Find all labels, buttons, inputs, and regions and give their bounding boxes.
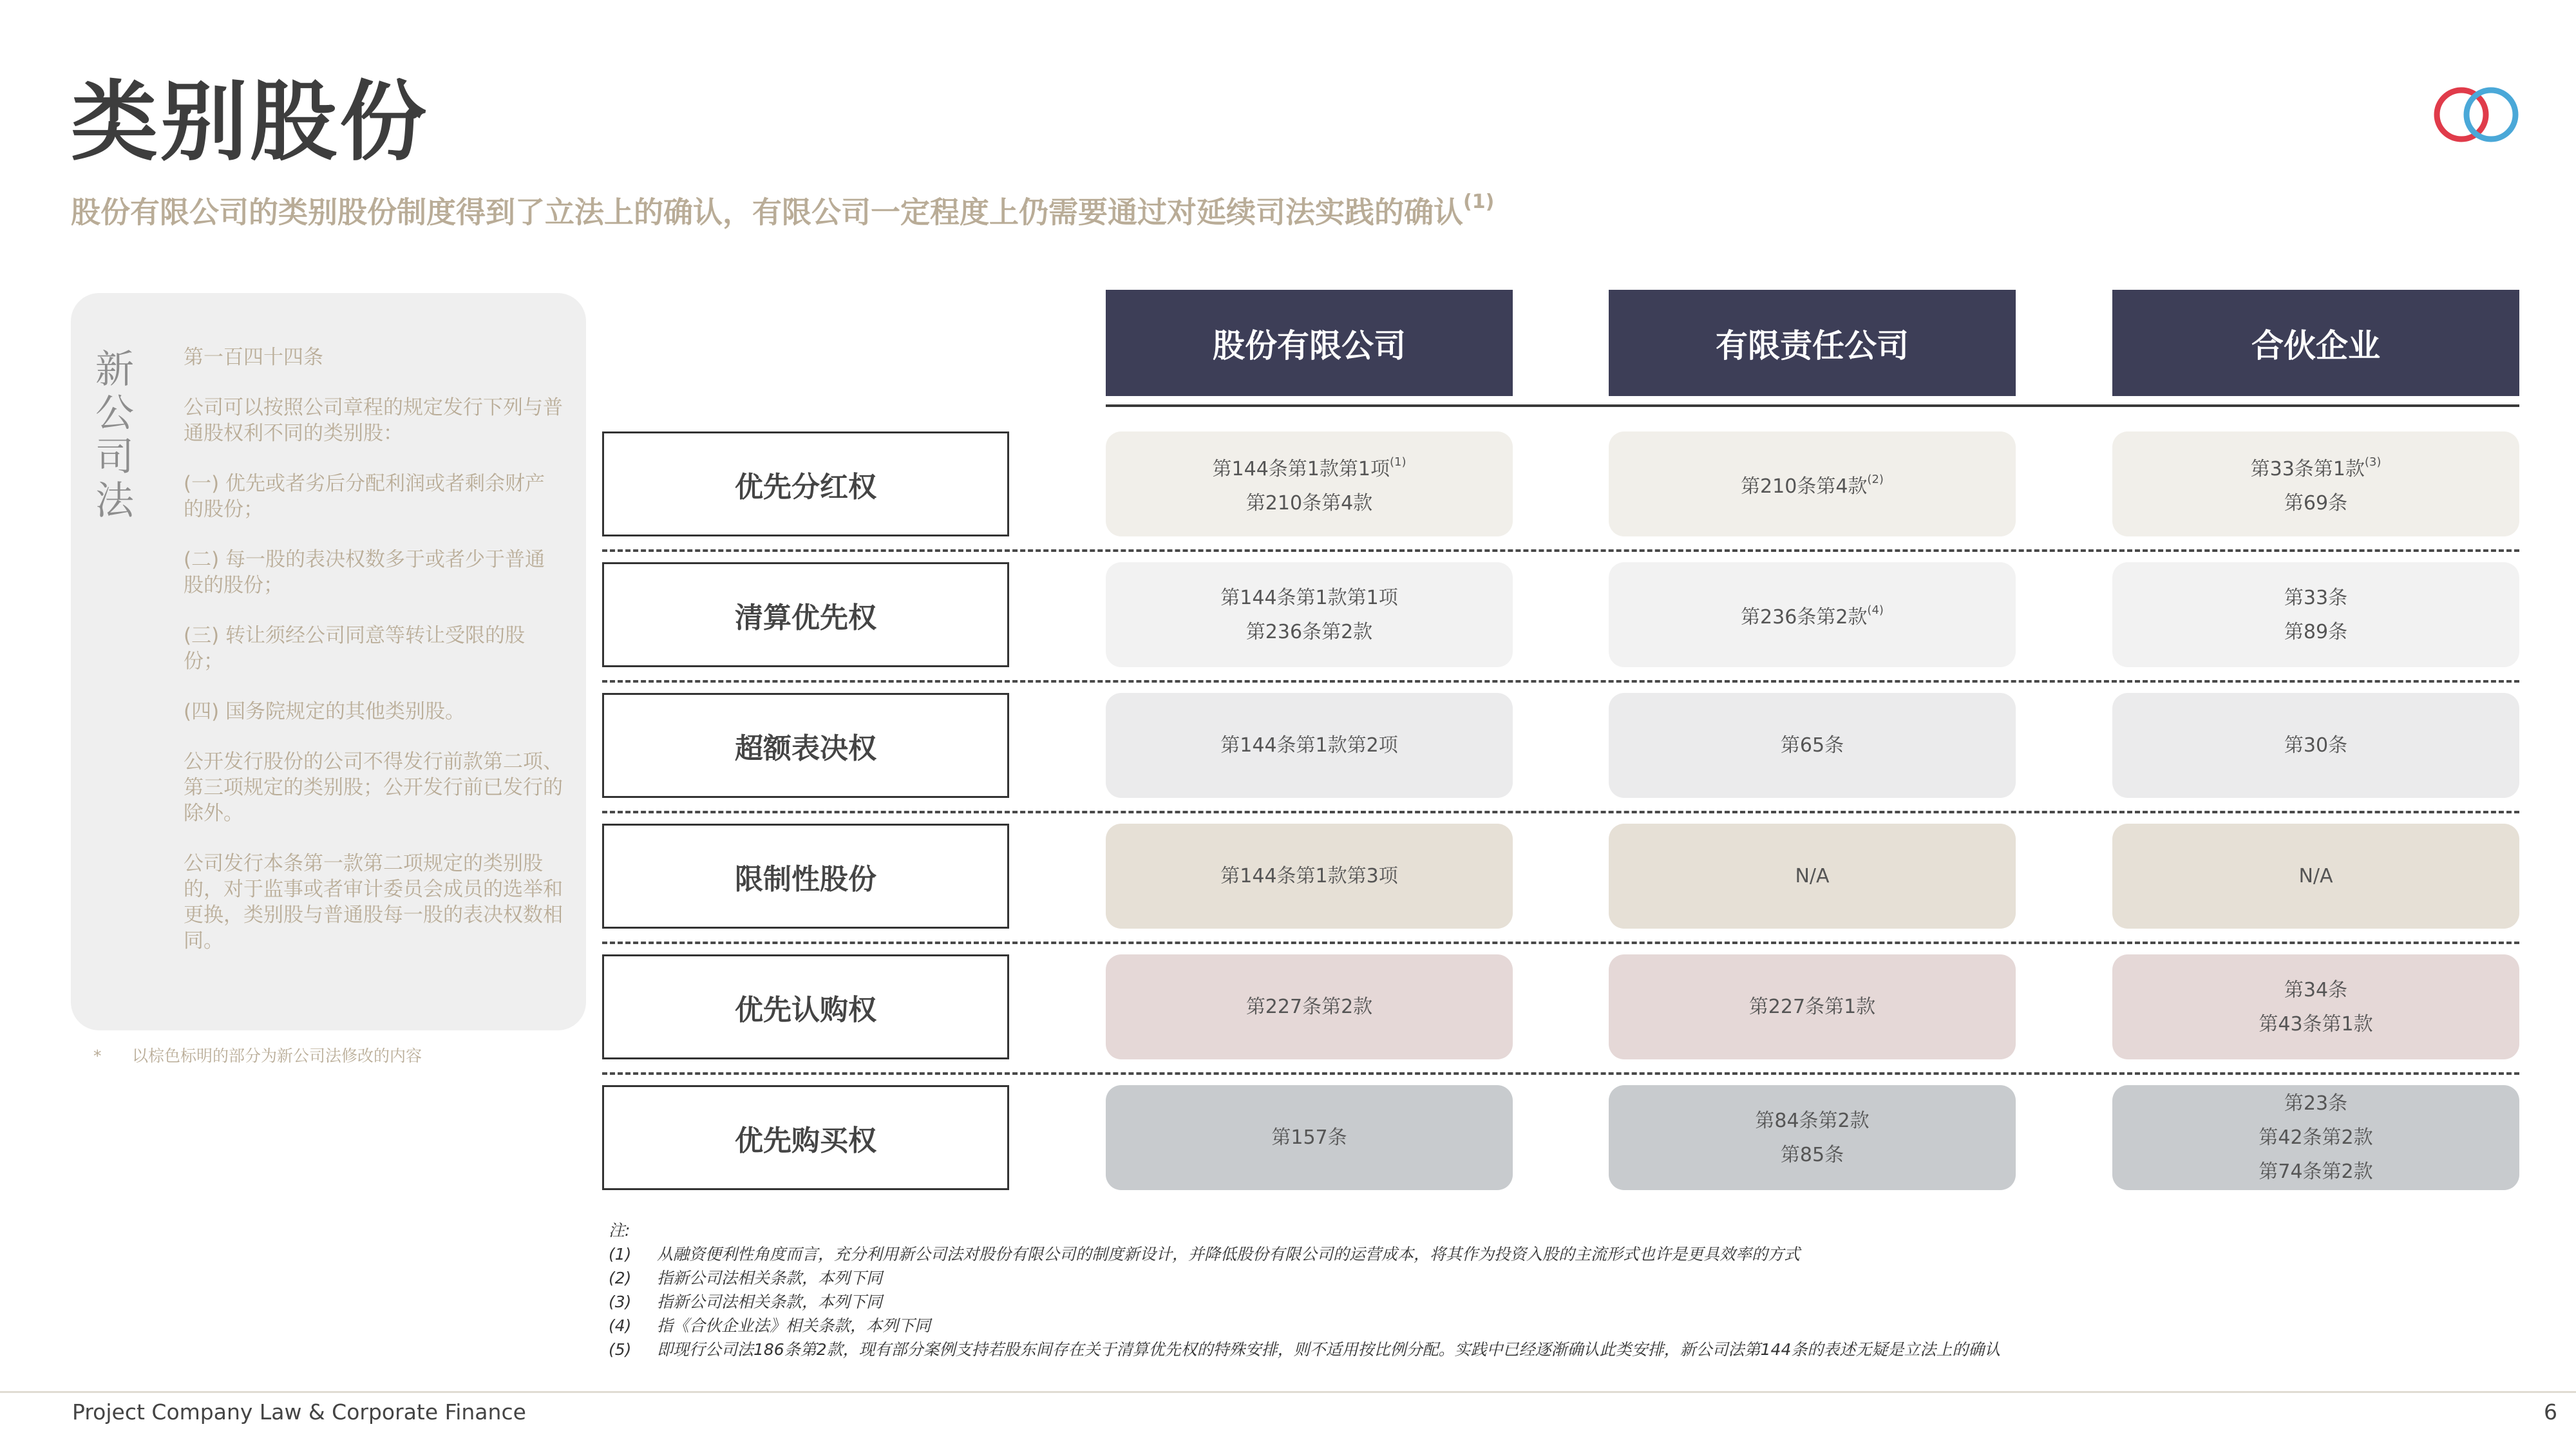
cell-text: 第157条 xyxy=(1271,1126,1347,1149)
article-text xyxy=(184,345,564,978)
article-paragraph: (一) 优先或者劣后分配利润或者剩余财产的股份； xyxy=(184,472,545,521)
note-number: (4) xyxy=(609,1316,632,1335)
cell-line xyxy=(1795,859,1829,893)
cell-line xyxy=(2284,973,2347,1007)
cell-text: 第144条第1款第1项 xyxy=(1220,586,1398,609)
footer-divider xyxy=(0,1391,2576,1393)
note-text: 即现行公司法186条第2款，现有部分案例支持若股东间存在关于清算优先权的特殊安排，则不适用按比例分配。实践中已经逐渐确认此类安排，新公司法第144条的表述无疑是立法上的确认 xyxy=(657,1340,2001,1359)
cell-line xyxy=(1271,1121,1347,1155)
cell-line xyxy=(1213,448,1406,486)
footnote-ref: (3) xyxy=(2364,455,2382,469)
row-divider xyxy=(602,811,2519,813)
table-cell xyxy=(2112,954,2519,1059)
cell-text: 第210条第4款 xyxy=(1245,492,1373,515)
row-label: 清算优先权 xyxy=(602,562,1009,667)
cell-line xyxy=(1741,465,1884,504)
cell-text: 第74条第2款 xyxy=(2259,1160,2373,1183)
table-cell xyxy=(2112,562,2519,667)
panel-vertical-title xyxy=(89,348,140,523)
article-paragraph: (二) 每一股的表决权数多于或者少于普通股的股份； xyxy=(184,548,545,597)
note-item xyxy=(609,1290,2541,1314)
note-text: 指新公司法相关条款，本列下同 xyxy=(657,1293,883,1311)
note-item xyxy=(609,1314,2541,1338)
cell-text: 第227条第1款 xyxy=(1748,996,1876,1018)
cell-text: 第69条 xyxy=(2284,492,2348,515)
cell-text: 第65条 xyxy=(1780,734,1844,757)
cell-line xyxy=(1246,486,1372,520)
cell-text: 第43条第1款 xyxy=(2259,1012,2373,1036)
note-number: (5) xyxy=(609,1340,632,1359)
cell-text: 第33条第1款 xyxy=(2250,458,2365,480)
subtitle-note-ref: (1) xyxy=(1463,191,1495,213)
note-text: 指《合伙企业法》相关条款，本列下同 xyxy=(657,1316,931,1335)
vertical-title-char: 司 xyxy=(95,435,134,480)
subtitle-text: 股份有限公司的类别股份制度得到了立法上的确认，有限公司一定程度上仍需要通过对延续司法实践的确认 xyxy=(71,194,1463,230)
cell-line xyxy=(2284,728,2347,762)
note-item xyxy=(609,1242,2541,1266)
article-paragraph: (三) 转让须经公司同意等转让受限的股份； xyxy=(184,624,526,673)
cell-text: 第144条第1款第2项 xyxy=(1220,734,1398,757)
table-cell xyxy=(1609,1085,2016,1190)
row-label: 优先分红权 xyxy=(602,431,1009,536)
cell-line xyxy=(1781,1138,1844,1172)
cell-line xyxy=(2259,1007,2372,1041)
footnote-ref: (1) xyxy=(1389,455,1406,469)
table-cell xyxy=(2112,431,2519,536)
table-cell xyxy=(1106,431,1513,536)
cell-line xyxy=(1749,990,1875,1024)
header-llc: 有限责任公司 xyxy=(1609,290,2016,396)
notes-heading: 注: xyxy=(609,1221,630,1240)
cell-line xyxy=(1781,728,1844,762)
table-cell xyxy=(1609,954,2016,1059)
table-cell xyxy=(1106,824,1513,929)
footnote-text: 以棕色标明的部分为新公司法修改的内容 xyxy=(132,1046,422,1065)
cell-text: 第42条第2款 xyxy=(2259,1126,2373,1149)
cell-line xyxy=(2284,581,2347,615)
vertical-title-char: 公 xyxy=(95,391,134,436)
table-cell xyxy=(1106,1085,1513,1190)
row-divider xyxy=(602,942,2519,944)
table-cell xyxy=(1609,562,2016,667)
cell-text: 第33条 xyxy=(2284,586,2348,609)
article-paragraph: 公司发行本条第一款第二项规定的类别股的，对于监事或者审计委员会成员的选举和更换，类别股与普通股每一股的表决权数相同。 xyxy=(184,852,563,952)
footnote-ref: (4) xyxy=(1867,603,1884,617)
cell-line xyxy=(1246,615,1372,649)
cell-line xyxy=(2259,1121,2372,1155)
cell-text: 第144条第1款第3项 xyxy=(1220,865,1398,887)
cell-text: 第84条第2款 xyxy=(1755,1109,1870,1132)
note-item xyxy=(609,1266,2541,1290)
brand-logo-icon xyxy=(2428,82,2524,147)
notes-section xyxy=(609,1218,2541,1361)
page-number: 6 xyxy=(2544,1399,2557,1425)
cell-text: 第89条 xyxy=(2284,620,2348,643)
panel-footnote xyxy=(93,1043,422,1066)
table-cell xyxy=(2112,693,2519,798)
footer-text: Project Company Law & Corporate Finance xyxy=(72,1399,526,1425)
cell-text: N/A xyxy=(1795,865,1830,887)
table-cell xyxy=(1609,431,2016,536)
cell-line xyxy=(1246,990,1372,1024)
table-cell xyxy=(1106,693,1513,798)
cell-text: 第85条 xyxy=(1780,1143,1844,1166)
cell-text: 第236条第2款 xyxy=(1741,605,1868,629)
table-cell xyxy=(1106,562,1513,667)
article-paragraph: 公司可以按照公司章程的规定发行下列与普通股权利不同的类别股： xyxy=(184,396,563,445)
cell-text: 第227条第2款 xyxy=(1245,996,1373,1018)
note-number: (2) xyxy=(609,1269,632,1287)
cell-line xyxy=(1220,581,1397,615)
header-joint-stock: 股份有限公司 xyxy=(1106,290,1513,396)
table-cell xyxy=(1106,954,1513,1059)
vertical-title-char: 法 xyxy=(95,478,134,524)
cell-line xyxy=(2284,486,2347,520)
row-divider xyxy=(602,680,2519,683)
cell-text: 第236条第2款 xyxy=(1245,620,1373,643)
table-cell xyxy=(1609,693,2016,798)
cell-line xyxy=(2298,859,2333,893)
row-label: 优先购买权 xyxy=(602,1085,1009,1190)
cell-text: 第210条第4款 xyxy=(1741,475,1868,498)
table-cell xyxy=(2112,1085,2519,1190)
cell-text: 第23条 xyxy=(2284,1092,2348,1115)
cell-line xyxy=(2284,615,2347,649)
cell-line xyxy=(1220,859,1397,893)
table-cell xyxy=(1609,824,2016,929)
article-paragraph: 公开发行股份的公司不得发行前款第二项、第三项规定的类别股；公开发行前已发行的除外。 xyxy=(184,750,563,825)
header-partnership: 合伙企业 xyxy=(2112,290,2519,396)
row-label: 超额表决权 xyxy=(602,693,1009,798)
cell-line xyxy=(1741,596,1884,634)
vertical-title-char: 新 xyxy=(95,347,134,392)
cell-text: N/A xyxy=(2298,865,2333,887)
cell-text: 第30条 xyxy=(2284,734,2348,757)
note-text: 指新公司法相关条款，本列下同 xyxy=(657,1269,883,1287)
cell-text: 第144条第1款第1项 xyxy=(1212,458,1390,480)
row-label: 限制性股份 xyxy=(602,824,1009,929)
row-divider xyxy=(602,1072,2519,1075)
row-label: 优先认购权 xyxy=(602,954,1009,1059)
footnote-star: * xyxy=(93,1046,102,1065)
note-number: (1) xyxy=(609,1245,632,1264)
footnote-ref: (2) xyxy=(1867,472,1884,486)
header-divider xyxy=(1106,404,2519,407)
law-article-panel xyxy=(71,293,586,1030)
page-subtitle xyxy=(71,184,1494,234)
cell-line xyxy=(2251,448,2382,486)
note-number: (3) xyxy=(609,1293,632,1311)
table-cell xyxy=(2112,824,2519,929)
cell-text: 第34条 xyxy=(2284,978,2348,1001)
row-divider xyxy=(602,549,2519,552)
article-paragraph: (四) 国务院规定的其他类别股。 xyxy=(184,700,466,723)
cell-line xyxy=(1755,1104,1869,1138)
page-title: 类别股份 xyxy=(71,71,429,173)
note-text: 从融资便利性角度而言，充分利用新公司法对股份有限公司的制度新设计，并降低股份有限公司的运营成本，将其作为投资入股的主流形式也许是更具效率的方式 xyxy=(657,1245,1801,1264)
note-item xyxy=(609,1338,2541,1361)
cell-line xyxy=(1220,728,1397,762)
cell-line xyxy=(2284,1086,2347,1121)
article-paragraph: 第一百四十四条 xyxy=(184,346,323,369)
cell-line xyxy=(2259,1155,2372,1189)
